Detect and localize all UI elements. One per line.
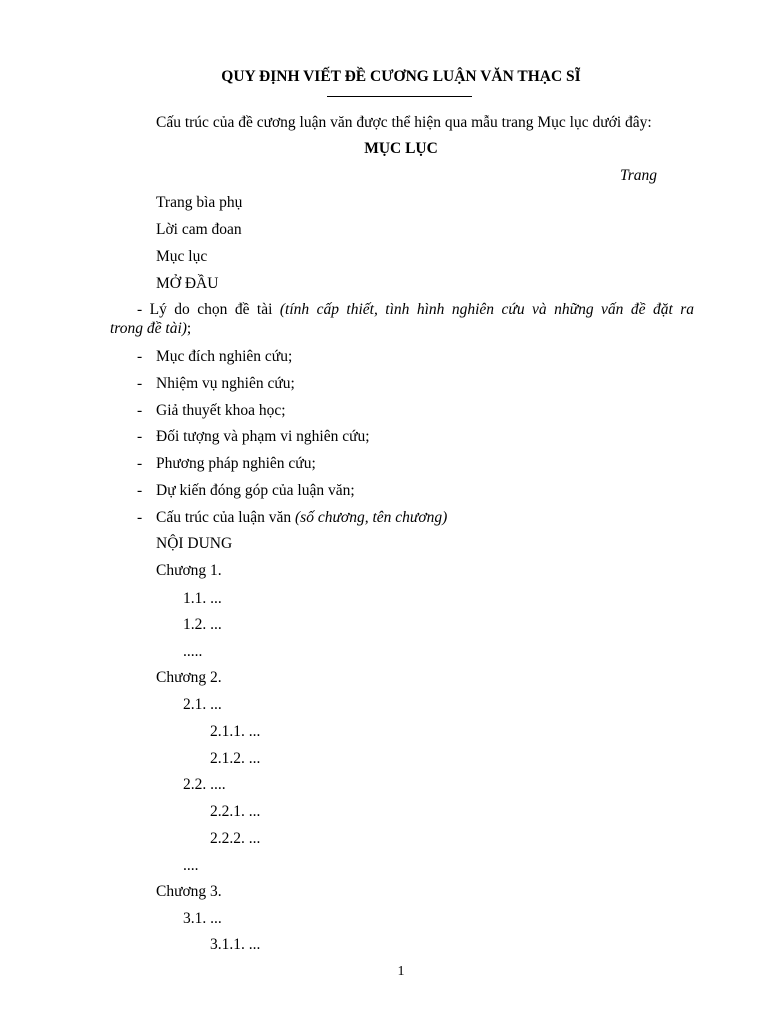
toc-item-purpose: Mục đích nghiên cứu; <box>156 348 293 365</box>
toc-ellipsis: ..... <box>183 643 203 660</box>
toc-item-reason <box>137 302 694 318</box>
toc-section-2-1: 2.1. ... <box>183 696 222 713</box>
toc-item-reason-continued <box>110 321 191 337</box>
structure-note: (số chương, tên chương) <box>295 509 448 526</box>
list-dash: - <box>137 482 143 499</box>
toc-item-tasks: Nhiệm vụ nghiên cứu; <box>156 375 295 392</box>
toc-chapter-2: Chương 2. <box>156 669 222 686</box>
toc-item-scope: Đối tượng và phạm vi nghiên cứu; <box>156 428 370 445</box>
list-dash: - <box>137 455 143 472</box>
toc-item-methods: Phương pháp nghiên cứu; <box>156 455 316 472</box>
toc-ellipsis: .... <box>183 857 199 874</box>
toc-section-1-2: 1.2. ... <box>183 616 222 633</box>
list-dash: - <box>137 509 143 526</box>
toc-chapter-3: Chương 3. <box>156 883 222 900</box>
toc-subsection-3-1-1: 3.1.1. ... <box>210 936 261 953</box>
list-dash: - <box>137 375 143 392</box>
toc-subsection-2-2-2: 2.2.2. ... <box>210 830 261 847</box>
list-dash: - <box>137 428 143 445</box>
toc-item-introduction: MỞ ĐẦU <box>156 275 219 292</box>
toc-heading: MỤC LỤC <box>364 140 438 157</box>
toc-section-3-1: 3.1. ... <box>183 910 222 927</box>
toc-item-body: NỘI DUNG <box>156 535 233 552</box>
page-column-label: Trang <box>620 167 658 184</box>
reason-label: Lý do chọn đề tài <box>149 301 273 318</box>
reason-note-continued: trong đề tài) <box>110 320 187 337</box>
toc-item-hypothesis: Giả thuyết khoa học; <box>156 402 286 419</box>
toc-subsection-2-2-1: 2.2.1. ... <box>210 803 261 820</box>
toc-subsection-2-1-1: 2.1.1. ... <box>210 723 261 740</box>
document-title: QUY ĐỊNH VIẾT ĐỀ CƯƠNG LUẬN VĂN THẠC SĨ <box>221 68 581 85</box>
list-dash: - <box>137 348 143 365</box>
list-dash: - <box>137 301 143 318</box>
toc-item-contents: Mục lục <box>156 248 208 265</box>
reason-tail: ; <box>186 320 192 337</box>
toc-subsection-2-1-2: 2.1.2. ... <box>210 750 261 767</box>
toc-item-contributions: Dự kiến đóng góp của luận văn; <box>156 482 355 499</box>
toc-item-structure <box>156 510 447 526</box>
reason-note: (tính cấp thiết, tình hình nghiên cứu và những vấn đề đặt ra <box>279 301 694 318</box>
toc-item-declaration: Lời cam đoan <box>156 221 242 238</box>
toc-item-cover: Trang bìa phụ <box>156 194 243 211</box>
structure-label: Cấu trúc của luận văn <box>156 509 292 526</box>
page-number: 1 <box>397 964 405 979</box>
title-underline <box>327 96 472 97</box>
toc-chapter-1: Chương 1. <box>156 562 222 579</box>
toc-section-1-1: 1.1. ... <box>183 590 222 607</box>
intro-paragraph: Cấu trúc của đề cương luận văn được thể hiện qua mẫu trang Mục lục dưới đây: <box>156 114 652 131</box>
list-dash: - <box>137 402 143 419</box>
toc-section-2-2: 2.2. .... <box>183 776 226 793</box>
